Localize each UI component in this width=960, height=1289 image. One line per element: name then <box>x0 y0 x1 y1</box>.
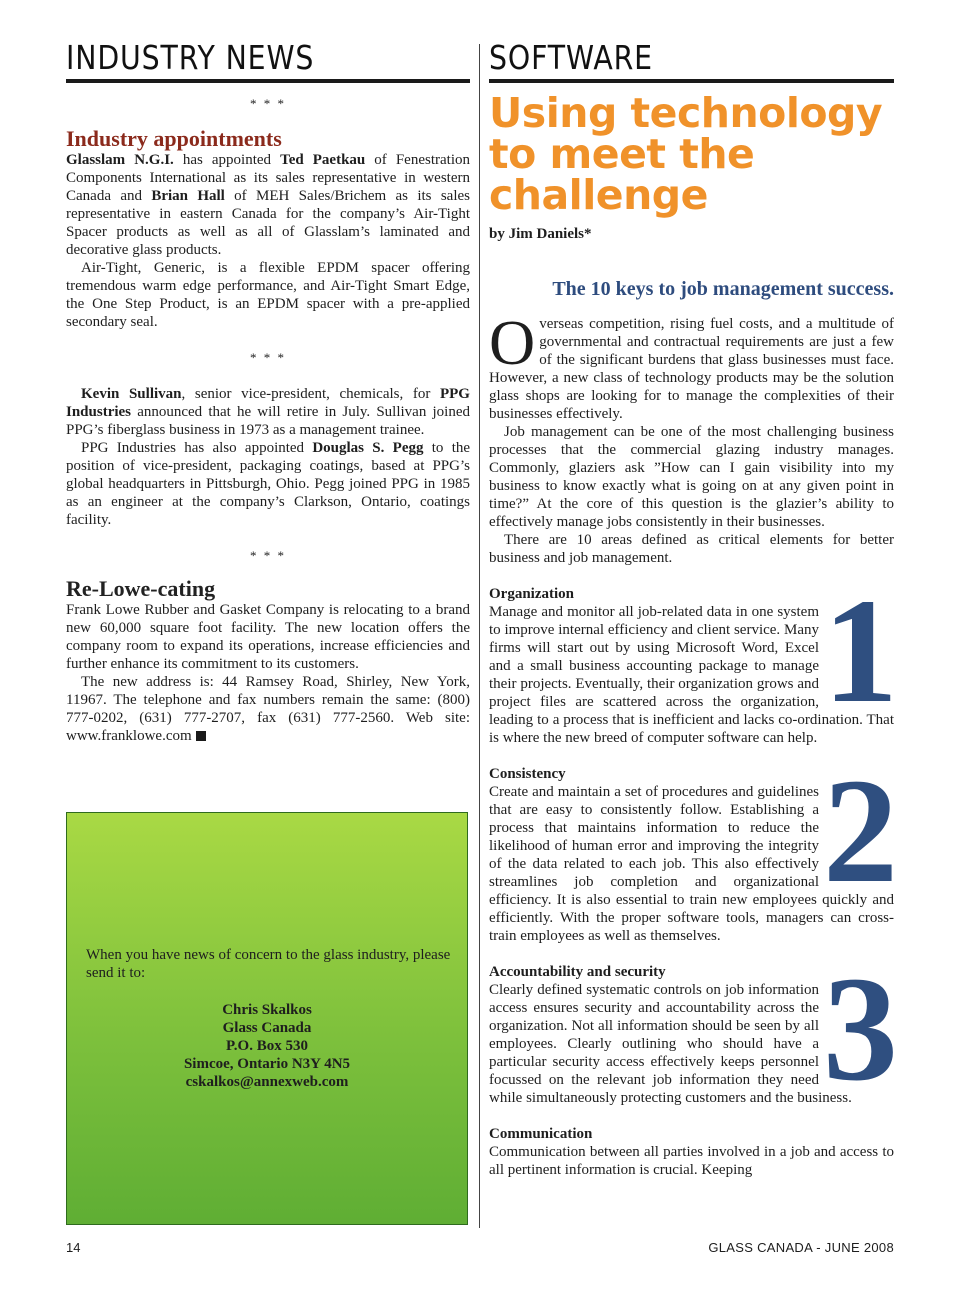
paragraph-text: announced that he will retire in July. Sullivan joined PPG’s fiberglass business in 1973 as a management trainee. <box>66 404 470 438</box>
ppg-paragraph-2 <box>66 439 470 529</box>
article-title <box>489 89 894 219</box>
key-number: 1 <box>823 568 898 734</box>
key-paragraph: Communication between all parties involved in a job and access to all pertinent information is crucial. Keeping <box>489 1144 894 1178</box>
publication-footer: GLASS CANADA - JUNE 2008 <box>708 1240 894 1255</box>
intro-paragraph-1-text: verseas competition, rising fuel costs, and a multitude of governmental and contractual requirements are just a few of the significant burdens that glass businesses must face. However, a new class of technology products may be the solution glass shops are looking for to manage the complexities of their businesses effectively. <box>489 316 894 422</box>
contact-organization: Glass Canada <box>222 1020 312 1036</box>
key-number: 2 <box>823 748 898 914</box>
section-title-software: SOFTWARE <box>489 38 653 77</box>
bold-name-text: Douglas S. Pegg <box>312 440 424 456</box>
column-divider <box>479 44 480 1228</box>
bold-name-text: Brian Hall <box>151 188 225 204</box>
section-rule <box>66 79 470 83</box>
article-title-line: to meet the <box>489 130 755 178</box>
software-column <box>489 38 898 1179</box>
lowe-address-text: The new address is: 44 Ramsey Road, Shirley, New York, 11967. The telephone and fax numbers remain the same: (800) 777-0202, (631) 777-2707, fax (631) 777-2560. Web site: www.franklowe.com <box>66 674 470 744</box>
section-title-industry-news: INDUSTRY NEWS <box>66 38 315 77</box>
lowe-paragraph-1: Frank Lowe Rubber and Gasket Company is relocating to a brand new 60,000 square foot facility. The new location offers the company room to expand its operations, increase efficiencies and further enhance its commitment to its customers. <box>66 602 470 672</box>
contact-po-box: P.O. Box 530 <box>226 1038 308 1054</box>
submission-intro: When you have news of concern to the glass industry, please send it to: <box>86 947 451 981</box>
contact-name: Chris Skalkos <box>222 1002 312 1018</box>
paragraph-text: PPG Industries has also appointed <box>81 440 313 456</box>
key-paragraph <box>489 568 898 747</box>
bold-name-text: Glasslam N.G.I. <box>66 152 174 168</box>
article-deck: The 10 keys to job management success. <box>552 278 894 300</box>
article-title-line: challenge <box>489 171 708 219</box>
heading-re-lowe-cating: Re-Lowe-cating <box>66 576 216 601</box>
bold-name-text: Ted Paetkau <box>280 152 366 168</box>
section-rule <box>489 79 894 83</box>
key-2-section <box>489 748 898 945</box>
bold-name-text: Kevin Sullivan <box>81 386 182 402</box>
separator-stars: * * * <box>250 548 286 563</box>
paragraph-text: of Fenestration Components International as its sales representative in western Canada and <box>66 152 470 204</box>
intro-paragraph-3: There are 10 areas defined as critical elements for better business and job management. <box>489 532 894 566</box>
page-number: 14 <box>66 1240 81 1255</box>
ppg-paragraph-1 <box>66 385 470 439</box>
key-1-section <box>489 568 898 747</box>
end-of-article-mark <box>196 731 206 741</box>
contact-city: Simcoe, Ontario N3Y 4N5 <box>183 1056 351 1072</box>
key-4-section <box>489 1125 894 1179</box>
paragraph-text: has appointed <box>173 152 281 168</box>
key-number: 3 <box>823 946 898 1112</box>
key-heading-accountability: Accountability and security <box>489 964 666 980</box>
key-text: Clearly defined systematic controls on job information access ensures security and accountability across the organization. Not all information should be seen by all employees. Clearly outlining who should have a particular security access effectively keeps personnel focussed on the relevant job information they need while simultaneously protecting customers and the business. <box>489 982 852 1106</box>
byline: by Jim Daniels* <box>489 226 592 242</box>
bold-name-text: PPG Industries <box>66 386 470 420</box>
article-title-line: Using technology <box>489 89 883 137</box>
separator-stars: * * * <box>250 96 286 111</box>
key-text: Create and maintain a set of procedures and guidelines that are easy to consistently follow. Establishing a process that maintains information to reduce the likelihood of human error and improving the integrity of the data related to each job. This also effectively streamlines job completion and organizational efficiency. It is also essential to train new employees quickly and efficiently. With the proper software tools, managers can cross-train employees as well as themselves. <box>489 784 894 944</box>
heading-industry-appointments: Industry appointments <box>66 126 282 151</box>
key-heading-consistency: Consistency <box>489 766 566 782</box>
lowe-paragraph-2 <box>66 673 470 745</box>
intro-paragraph-1 <box>489 307 894 423</box>
key-3-section <box>489 946 898 1112</box>
submission-address <box>67 1001 467 1091</box>
key-text: Manage and monitor all job-related data in one system to improve internal efficiency and client service. Many firms will start out by using Microsoft Word, Excel and a small business accounting package to manage their projects. Eventually, their organization grows and project files are scattered across the organization, leading to a process that is inefficient and lacks co-ordination. That is where the new breed of computer software can help. <box>489 604 894 746</box>
contact-email: cskalkos@annexweb.com <box>185 1074 349 1090</box>
separator-stars: * * * <box>250 350 286 365</box>
appointments-paragraph-1 <box>66 151 470 259</box>
paragraph-text: of MEH Sales/Brichem as its sales representative in eastern Canada for the company’s Air-Tight Spacer products as well as all of Glasslam’s laminated and decorative glass products. <box>66 188 470 258</box>
drop-cap: O <box>489 307 536 378</box>
key-heading-organization: Organization <box>489 586 574 602</box>
intro-paragraph-2: Job management can be one of the most challenging business processes that the commercial glazing industry manages. Commonly, glaziers ask ”How can I gain visibility into my business to know exactly what is going on at any given point in time?” At the core of this question is the glazier’s ability to effectively manage jobs consistently in their businesses. <box>489 424 894 530</box>
paragraph-text: , senior vice-president, chemicals, for <box>181 386 440 402</box>
key-heading-communication: Communication <box>489 1126 593 1142</box>
news-submission-box <box>66 812 468 1225</box>
industry-news-column <box>66 40 470 745</box>
appointments-paragraph-2: Air-Tight, Generic, is a flexible EPDM spacer offering tremendous warm edge performance, and Air-Tight Smart Edge, the One Step Product, is an EPDM spacer with a pre-applied secondary seal. <box>66 260 470 330</box>
paragraph-text: to the position of vice-president, packaging coatings, based at PPG’s global headquarters in Pittsburgh, Ohio. Pegg joined PPG in 1985 as an engineer at the company’s Clarkson, Ontario, coatings facility. <box>66 440 471 528</box>
